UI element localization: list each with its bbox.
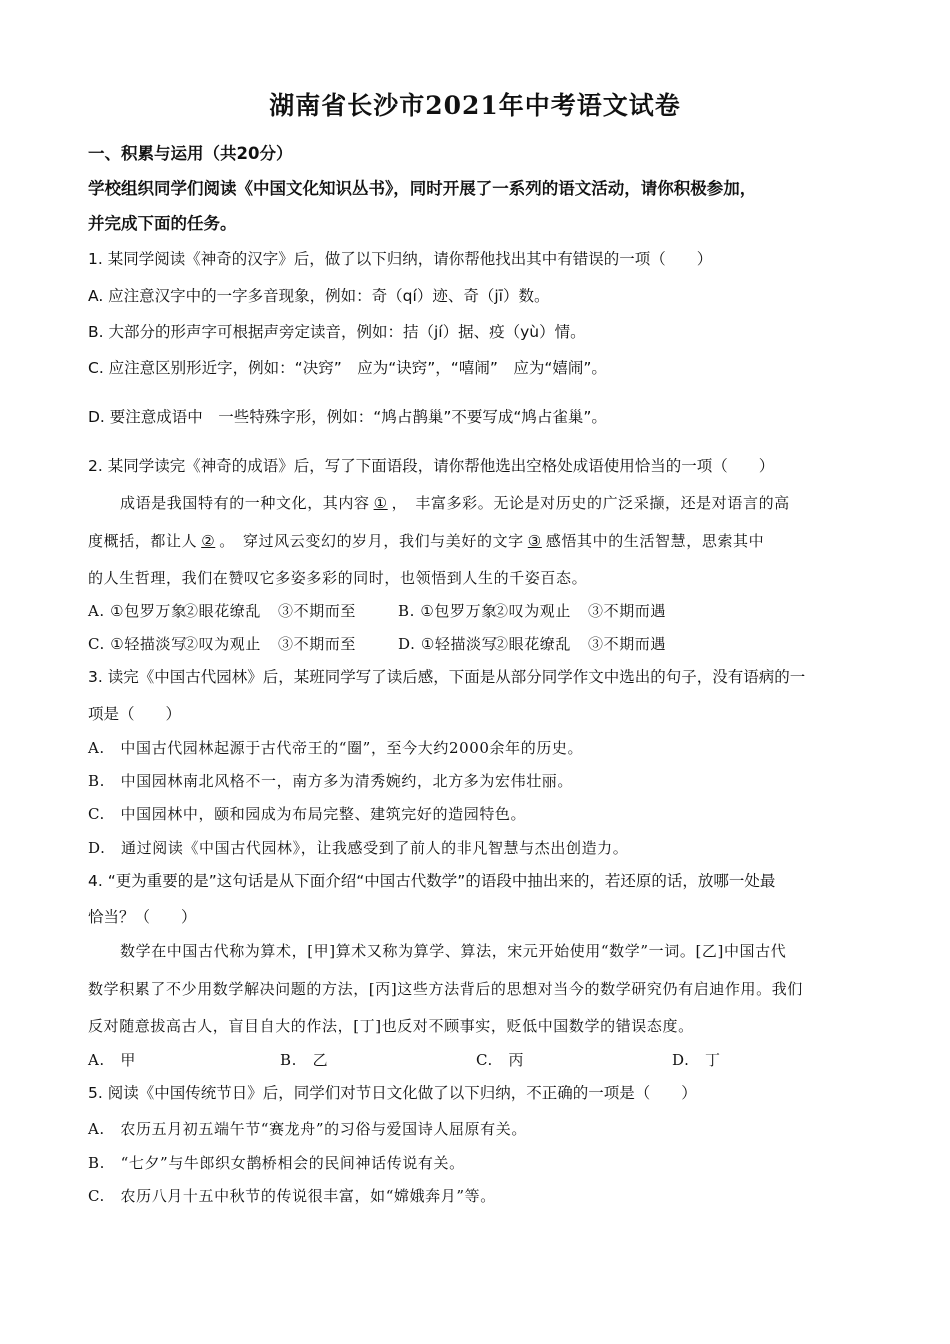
q5-option-a: A. 农历五月初五端午节“赛龙舟”的习俗与爱国诗人屈原有关。 xyxy=(88,1120,527,1138)
section-intro-line2: 并完成下面的任务。 xyxy=(88,214,237,233)
q4-passage-line1: 数学在中国古代称为算术，[甲]算术又称为算学、算法，宋元开始使用“数学”一词。[乙]中国古代 xyxy=(120,942,787,960)
q3-option-a: A. 中国古代园林起源于古代帝王的“圈”，至今大约2000余年的历史。 xyxy=(88,739,584,757)
q2-passage-line1 xyxy=(120,492,868,514)
q4-stem-line1: 4. “更为重要的是”这句话是从下面介绍“中国古代数学”的语段中抽出来的，若还原的话，放哪一处最 xyxy=(88,872,776,890)
section-heading: 一、积累与运用（共20分） xyxy=(88,144,293,163)
q2-blank-2: ② xyxy=(201,532,216,550)
q2-option: ②叹为观止 xyxy=(183,635,262,653)
q5-option-c: C. 农历八月十五中秋节的传说很丰富，如“嫦娥奔月”等。 xyxy=(88,1187,496,1205)
q2-stem: 2. 某同学读完《神奇的成语》后，写了下面语段，请你帮他选出空格处成语使用恰当的一项（ ） xyxy=(88,457,775,475)
q1-option-a: A. 应注意汉字中的一字多音现象，例如：奇（qí）迹、奇（jī）数。 xyxy=(88,287,550,305)
q1-stem: 1. 某同学阅读《神奇的汉字》后，做了以下归纳，请你帮他找出其中有错误的一项（ ） xyxy=(88,250,713,268)
q2-passage-line2 xyxy=(88,530,868,552)
q2-option: C. ①轻描淡写 xyxy=(88,635,187,653)
q2-passage-line3: 的人生哲理，我们在赞叹它多姿多彩的同时，也领悟到人生的千姿百态。 xyxy=(88,569,588,587)
q2-blank-1: ① xyxy=(373,494,388,512)
q2-option: ③不期而至 xyxy=(278,602,357,620)
q2-option: ②眼花缭乱 xyxy=(183,602,262,620)
section-intro-line1: 学校组织同学们阅读《中国文化知识丛书》，同时开展了一系列的语文活动，请你积极参加， xyxy=(88,179,757,198)
q2-option: ②眼花缭乱 xyxy=(493,635,572,653)
q2-passage-text: 成语是我国特有的一种文化，其内容 xyxy=(120,494,370,512)
q3-option-d: D. 通过阅读《中国古代园林》，让我感受到了前人的非凡智慧与杰出创造力。 xyxy=(88,839,629,857)
q4-option-a: A. 甲 xyxy=(88,1051,137,1069)
q2-passage-text: ， 丰富多彩。无论是对历史的广泛采撷，还是对语言的高 xyxy=(391,494,790,512)
q2-option: ③不期而至 xyxy=(278,635,357,653)
q2-passage-text: 感悟其中的生活智慧，思索其中 xyxy=(545,532,765,550)
q4-option-b: B. 乙 xyxy=(280,1051,329,1069)
q4-option-c: C. 丙 xyxy=(476,1051,525,1069)
page-title: 湖南省长沙市2021年中考语文试卷 xyxy=(269,91,681,120)
q3-stem-line2: 项是（ ） xyxy=(88,705,182,723)
q4-stem-line2: 恰当？（ ） xyxy=(88,908,197,926)
q2-blank-3: ③ xyxy=(527,532,542,550)
q2-option: D. ①轻描淡写 xyxy=(398,635,498,653)
q1-option-c: C. 应注意区别形近字，例如：“决窍” 应为“诀窍”，“嘻闹” 应为“嬉闹”。 xyxy=(88,359,607,377)
q5-stem: 5. 阅读《中国传统节日》后，同学们对节日文化做了以下归纳，不正确的一项是（ ） xyxy=(88,1084,697,1102)
q4-passage-line2: 数学积累了不少用数学解决问题的方法，[丙]这些方法背后的思想对当今的数学研究仍有启迪作用。我们 xyxy=(88,980,803,998)
q3-option-b: B. 中国园林南北风格不一，南方多为清秀婉约，北方多为宏伟壮丽。 xyxy=(88,772,573,790)
q1-option-b: B. 大部分的形声字可根据声旁定读音，例如：拮（jí）据、疫（yù）情。 xyxy=(88,323,586,341)
q2-option: ②叹为观止 xyxy=(493,602,572,620)
q2-option: ③不期而遇 xyxy=(588,635,667,653)
q2-option: A. ①包罗万象 xyxy=(88,602,187,620)
q4-passage-line3: 反对随意拔高古人，盲目自大的作法，[丁]也反对不顾事实，贬低中国数学的错误态度。 xyxy=(88,1017,694,1035)
q1-option-d: D. 要注意成语中 一些特殊字形，例如：“鸠占鹊巢”不要写成“鸠占雀巢”。 xyxy=(88,408,607,426)
q2-options-row2 xyxy=(88,633,868,655)
q2-option: ③不期而遇 xyxy=(588,602,667,620)
q4-option-d: D. 丁 xyxy=(672,1051,721,1069)
q3-stem-line1: 3. 读完《中国古代园林》后，某班同学写了读后感，下面是从部分同学作文中选出的句子，没有语病的一 xyxy=(88,668,806,686)
q4-options xyxy=(88,1049,868,1071)
q2-options-row1 xyxy=(88,600,868,622)
q2-passage-text: 。 穿过风云变幻的岁月，我们与美好的文字 xyxy=(219,532,524,550)
q2-passage-text: 度概括，都让人 xyxy=(88,532,198,550)
q3-option-c: C. 中国园林中，颐和园成为布局完整、建筑完好的造园特色。 xyxy=(88,805,527,823)
q2-option: B. ①包罗万象 xyxy=(398,602,497,620)
q5-option-b: B. “七夕”与牛郎织女鹊桥相会的民间神话传说有关。 xyxy=(88,1154,465,1172)
